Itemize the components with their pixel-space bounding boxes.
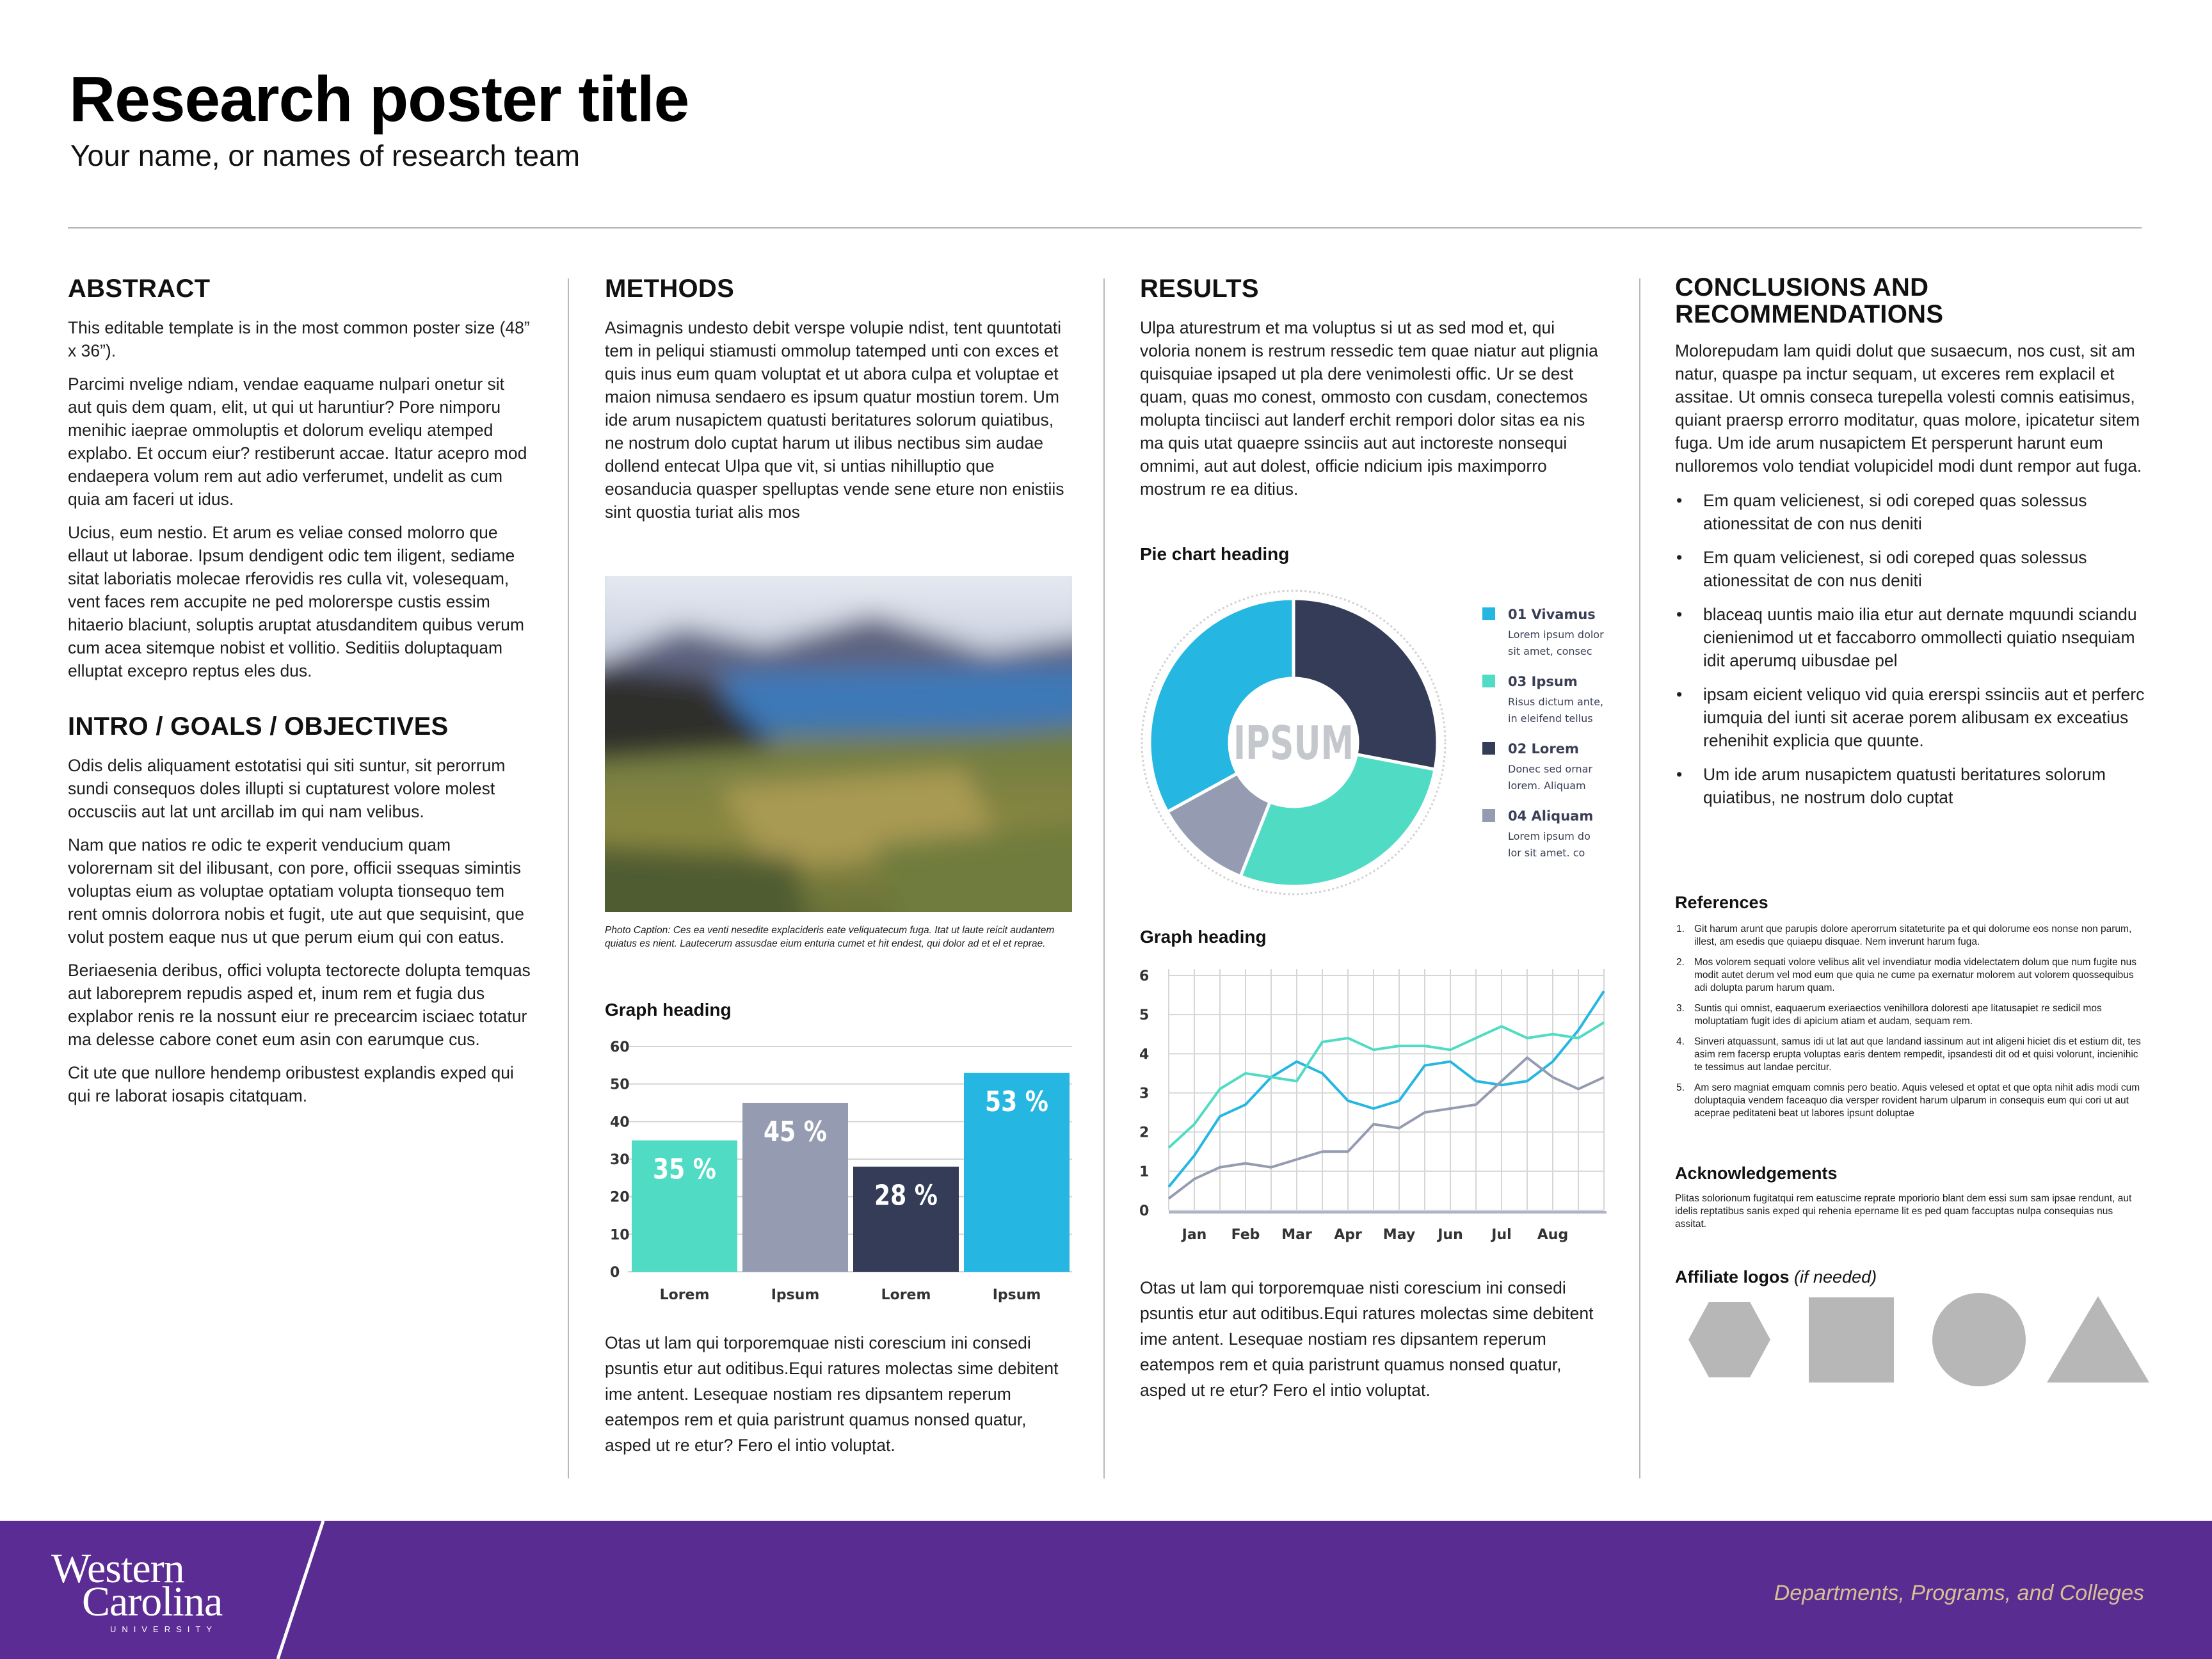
column-methods [605,275,1072,534]
header-divider [68,227,2142,228]
bullet-item: • ipsam eicient veliquo vid quia ererspi ssinciis aut et perferc iumquia del iunti sit acerae porem alibusam ex exceatius rehenihit explicia que quunte. [1675,683,2145,752]
pie-legend-label: 01 Vivamus [1508,607,1596,622]
acknowledgements-heading: Acknowledgements [1675,1164,1838,1183]
pie-legend-swatch [1482,742,1495,755]
line-series-gray [1169,1057,1604,1198]
pie-legend-desc: Lorem ipsum dolor [1508,629,1604,641]
pie-legend-label: 03 Ipsum [1508,674,1578,689]
affiliate-logos-heading [1675,1267,2145,1287]
logo-university: UNIVERSITY [110,1624,218,1634]
methods-photo [605,576,1072,912]
bar-data-label: 28 % [874,1180,938,1212]
line-x-tick: Jan [1182,1227,1207,1243]
bar-y-tick: 0 [610,1265,620,1281]
column-abstract-intro [68,275,531,1118]
reference-item [1675,956,2145,995]
conclusions-heading [1675,274,2145,328]
reference-number: 4. [1676,1036,1685,1047]
acknowledgements-section [1675,1164,2145,1231]
line-y-tick: 4 [1139,1046,1150,1063]
reference-text: Am sero magniat emquam comnis pero beatio. Aquis velesed et optat et que opta nihit adis modi cum doluptaquia vendem faceaquo dia versper rovident harum ulparum in consequis eum qui cori ut aut aceprae peditateni beat ut labores ipsunt doluptae [1694,1082,2140,1119]
bar-data-label: 53 % [985,1086,1048,1119]
line-x-tick: Apr [1334,1227,1362,1243]
results-after-text [1140,1275,1607,1413]
pie-legend-desc: lor sit amet. co [1508,847,1585,859]
bullet-item: • blaceaq uuntis maio ilia etur aut dernate mquundi sciandu cienienimod ut et faccaborro ommollecti quiatio nsequiam idit aperumq uibusdae pel [1675,603,2145,672]
pie-chart [1140,576,1626,896]
poster-subtitle: Your name, or names of research team [70,139,581,172]
abstract-paragraph: Parcimi nvelige ndiam, vendae eaquame nulpari onetur sit aut quis dem quam, elit, ut qui ut haruntiur? Pore nimporu menihic iaeprae ommoluptis et dolorum eveliqu atemped explabo. Et occum eiur? restiberunt accae. Itatur acepro mod endaepera volum rem aut adio verferumet, undelit as cum quia am faceri ut idus. [68,374,527,509]
pie-legend-swatch [1482,809,1495,822]
line-y-tick: 2 [1139,1125,1150,1141]
pie-chart-heading: Pie chart heading [1140,544,1290,564]
bar-y-tick: 50 [610,1077,630,1093]
abstract-paragraph: This editable template is in the most common poster size (48” x 36”). [68,318,530,360]
line-series-cyan [1169,991,1604,1187]
references-section [1675,893,2145,1128]
reference-text: Git harum arunt que parupis dolore aperorrum sitateturite pa et qui dolorume eos nonse non parum, illest, am esedis que quiaepu disquae. Nem inverunt harum fuga. [1694,924,2132,947]
bar-chart-heading: Graph heading [605,1000,732,1020]
acknowledgements-text: Plitas solorionum fugitatqui rem eatuscime reprate mporiorio blant dem essi sum sam ipsae rendunt, aut idelis reptatibus sanis exped qui rehenia epername lit es ped quam faccuptas nulpa consequias nus assitat. [1675,1193,2132,1230]
pie-legend-label: 02 Lorem [1508,741,1579,757]
conclusions-heading-line1: CONCLUSIONS AND [1675,273,1929,301]
line-x-tick: Jul [1491,1227,1512,1243]
intro-paragraph: Odis delis aliquament estotatisi qui siti suntur, sit perorrum sundi consequos doles illupti si cuptaturest volore molest occusciis aut lat unt arcillab im qui nam velibus. [68,756,506,821]
abstract-heading: ABSTRACT [68,275,211,303]
reference-number: 1. [1676,924,1685,934]
logo-western: Western [51,1545,184,1592]
affiliate-logos-title: Affiliate logos [1675,1267,1790,1286]
bar-chart [598,1030,1085,1306]
line-chart [1133,960,1613,1254]
line-y-tick: 0 [1139,1203,1150,1219]
photo-caption: Photo Caption: Ces ea venti nesedite explacideris eate veliquatecum fuga. Itat ut laute reicit audantem quiatus es nient. Lautecerum assusdae eium enturia cumet et hit endest, qui dolor ad et el et reprae. [605,925,1055,949]
bar-data-label: 45 % [764,1116,827,1148]
bar-y-tick: 60 [610,1039,630,1055]
methods-after-text [605,1330,1072,1468]
references-list [1675,923,2145,1120]
pie-legend-desc: Donec sed ornar [1508,763,1593,775]
pie-legend-swatch [1482,675,1495,687]
reference-item [1675,1082,2145,1120]
pie-legend-label: 04 Aliquam [1508,808,1594,824]
reference-item [1675,1036,2145,1074]
references-heading: References [1675,893,1768,912]
line-y-tick: 5 [1139,1007,1150,1024]
bar-category-label: Ipsum [771,1287,820,1303]
abstract-paragraph: Ucius, eum nestio. Et arum es veliae consed molorro que ellaut ut laborae. Ipsum dendigent odic tem iligent, sediame sitat laboriatis molecae rferovidis res culla vit, volesequam, vent faces rem accupite ne ped molorerspe custis essim hitaerio blaciunt, soluptis aruptat atusdanditem quibus verum cum acea sitemque nobist et vollitio. Seditiis doluptaquam elluptat excepro reptus eles dus. [68,523,524,680]
reference-text: Sinveri atquassunt, samus idi ut lat aut que landand iassinum aut int aligeni hiciet dis et estium dit, tes asim rem facersp erupta voluptas earis dentem rempedit, ipsandesti dit od et quisi volorunt, incienihic te tessimus aut landae percitur. [1694,1036,2141,1073]
methods-heading: METHODS [605,275,735,303]
affiliate-logos-section [1675,1267,2145,1287]
pie-legend-swatch [1482,607,1495,620]
circle-shape [1932,1293,2026,1386]
affiliate-logo-placeholders [1664,1293,2151,1389]
column-divider-2 [1103,278,1105,1479]
bar-data-label: 35 % [653,1153,716,1186]
pie-legend-desc: Lorem ipsum do [1508,830,1591,842]
line-y-tick: 1 [1139,1164,1150,1180]
poster-title: Research poster title [69,63,689,135]
pie-center-label: IPSUM [1233,716,1354,771]
bar-category-label: Ipsum [992,1287,1041,1303]
line-x-tick: Feb [1231,1227,1260,1243]
pie-legend-desc: sit amet, consec [1508,645,1592,657]
line-y-tick: 6 [1139,968,1150,984]
bar-category-label: Lorem [881,1287,931,1303]
reference-number: 5. [1676,1082,1685,1093]
bullet-item: • Em quam velicienest, si odi coreped quas solessus ationessitat de con nus deniti [1675,489,2145,535]
pie-legend-desc: Risus dictum ante, [1508,696,1604,708]
hexagon-shape [1688,1302,1770,1377]
line-x-tick: May [1382,1227,1416,1243]
line-x-tick: Mar [1281,1227,1312,1243]
bar-y-tick: 20 [610,1189,630,1206]
column-conclusions [1675,274,2145,820]
departments-text: Departments, Programs, and Colleges [1774,1581,2144,1605]
bar-y-tick: 30 [610,1152,630,1168]
reference-text: Suntis qui omnist, eaquaerum exeriaectios venihillora doloresti ape litatusapiet re sedicil mos moluptatiam fugit ides di apicium atiam et audam, sequam rem. [1694,1003,2102,1027]
reference-text: Mos volorem sequati volore velibus alit vel invendiatur modia videlectatem dolum que num fugite nus modit autet derum vel mod eum que quia ne cume pa exernatur molorem aut volorem quossequibus adi dolupta parum harum quam. [1694,957,2136,993]
results-heading: RESULTS [1140,275,1259,303]
line-series-teal [1169,1022,1604,1148]
line-x-tick: Jun [1438,1227,1463,1243]
line-x-tick: Aug [1537,1227,1569,1243]
bar-y-tick: 10 [610,1227,630,1244]
conclusions-heading-line2: RECOMMENDATIONS [1675,300,1944,328]
bullet-item: • Um ide arum nusapictem quatusti beritatures solorum quiatibus, ne nostrum dolo cuptat [1675,763,2145,809]
results-paragraph: Ulpa aturestrum et ma voluptus si ut as sed mod et, qui voloria nonem is restrum ressedic tem quae niatur aut plignia quisquiae ipsaped ut pla dere venimolesti offic. Ur se dest quam, quas mo conest, ommosto con cusdam, conectemos molupta tinciisci aut landerf erchit rempori dolor sitas ea nis ma quis utat quaepre ssinciis aut aut inctoreste nonsequi omnimi, aut aut dolest, officie ndicium ipis maximporro mostrum re ea ditius. [1140,318,1598,499]
pie-legend-desc: in eleifend tellus [1508,712,1593,725]
logo-carolina: Carolina [82,1578,223,1625]
square-shape [1809,1297,1894,1382]
column-results [1140,275,1607,511]
results-after-paragraph: Otas ut lam qui torporemquae nisti corescium ini consedi psuntis etur aut oditibus.Equi ratures molectas sime debitent ime antent. Lesequae nostiam res dipsantem reperum eatempos rem et quia paristrunt quamus nonsed quatur, asped ut re etur? Fero el intio voluptat. [1140,1278,1594,1400]
triangle-shape [2047,1296,2149,1382]
line-y-tick: 3 [1139,1086,1150,1102]
column-divider-1 [568,278,569,1479]
bar-y-tick: 40 [610,1114,630,1131]
bar-category-label: Lorem [659,1287,710,1303]
conclusions-paragraph: Molorepudam lam quidi dolut que susaecum, nos cust, sit am natur, quaspe pa inctur sequam, ut exceres rem explacil et assitae. Ut omnis conseca turepella volesti comnis eatisimus, quiant praersp errorro moditatur, quas molore, ipicatetur sitem fuga. Um ide arum nusapictem Et persperunt harunt eum nulloremos volo tendiat volupicidel modi dunt rempor aut fuga. [1675,341,2142,476]
footer-band [0,1521,2212,1659]
reference-number: 2. [1676,957,1685,968]
pie-legend-desc: lorem. Aliquam [1508,780,1586,792]
line-chart-heading: Graph heading [1140,927,1267,947]
bullet-item: • Em quam velicienest, si odi coreped quas solessus ationessitat de con nus deniti [1675,546,2145,592]
reference-item [1675,923,2145,949]
reference-number: 3. [1676,1003,1685,1014]
intro-heading: INTRO / GOALS / OBJECTIVES [68,712,449,741]
column-divider-3 [1639,278,1640,1479]
intro-paragraph: Nam que natios re odic te experit venducium quam volorernam sit del ilibusant, con pore, officii ssequas simintis voluptas eium as voluptae optatiam volupta tionsequo tem rent omnis dolorrora nobis et fugit, ute aut que sequisint, que volut postem eaque nus ut que perum eium qui con eatus. [68,835,524,947]
methods-after-paragraph: Otas ut lam qui torporemquae nisti corescium ini consedi psuntis etur aut oditibus.Equi ratures molectas sime debitent ime antent. Lesequae nostiam res dipsantem reperum eatempos rem et quia paristrunt quamus nonsed quatur, asped ut re etur? Fero el intio voluptat. [605,1333,1059,1455]
intro-paragraph: Beriaesenia deribus, offici volupta tectorecte dolupta temquas aut laboreprem repudis asped et, inum rem et fugia dus explabor renis re la nossunt eiur re precearcim isciaec totatur ma delesse cabore conet eum asin con earumque cus. [68,961,531,1049]
methods-paragraph: Asimagnis undesto debit verspe volupie ndist, tent quuntotati tem in peliqui stiamusti ommolup tatemped unti con exces et quis inus eum quam voluptat et ut abora culpa et voluptae et maion nimusa sendaero es ipsum quatur mostiun torem. Um ide arum nusapictem quatusti beritatures solorum quiatibus, ne nostrum dolo cuptat harum ut ilibus nectibus sim audae dollend entecat Ulpa que vit, si untias nihilluptio que eosanducia quasper spelluptas vende sene eture non enistiis sint quostia turiat alis mos [605,318,1064,522]
conclusions-bullet-list [1675,489,2145,809]
intro-paragraph: Cit ute que nullore hendemp oribustest explandis exped qui qui re laborat iosapis citatquam. [68,1063,514,1105]
affiliate-logos-note: (if needed) [1794,1267,1877,1286]
reference-item [1675,1002,2145,1028]
